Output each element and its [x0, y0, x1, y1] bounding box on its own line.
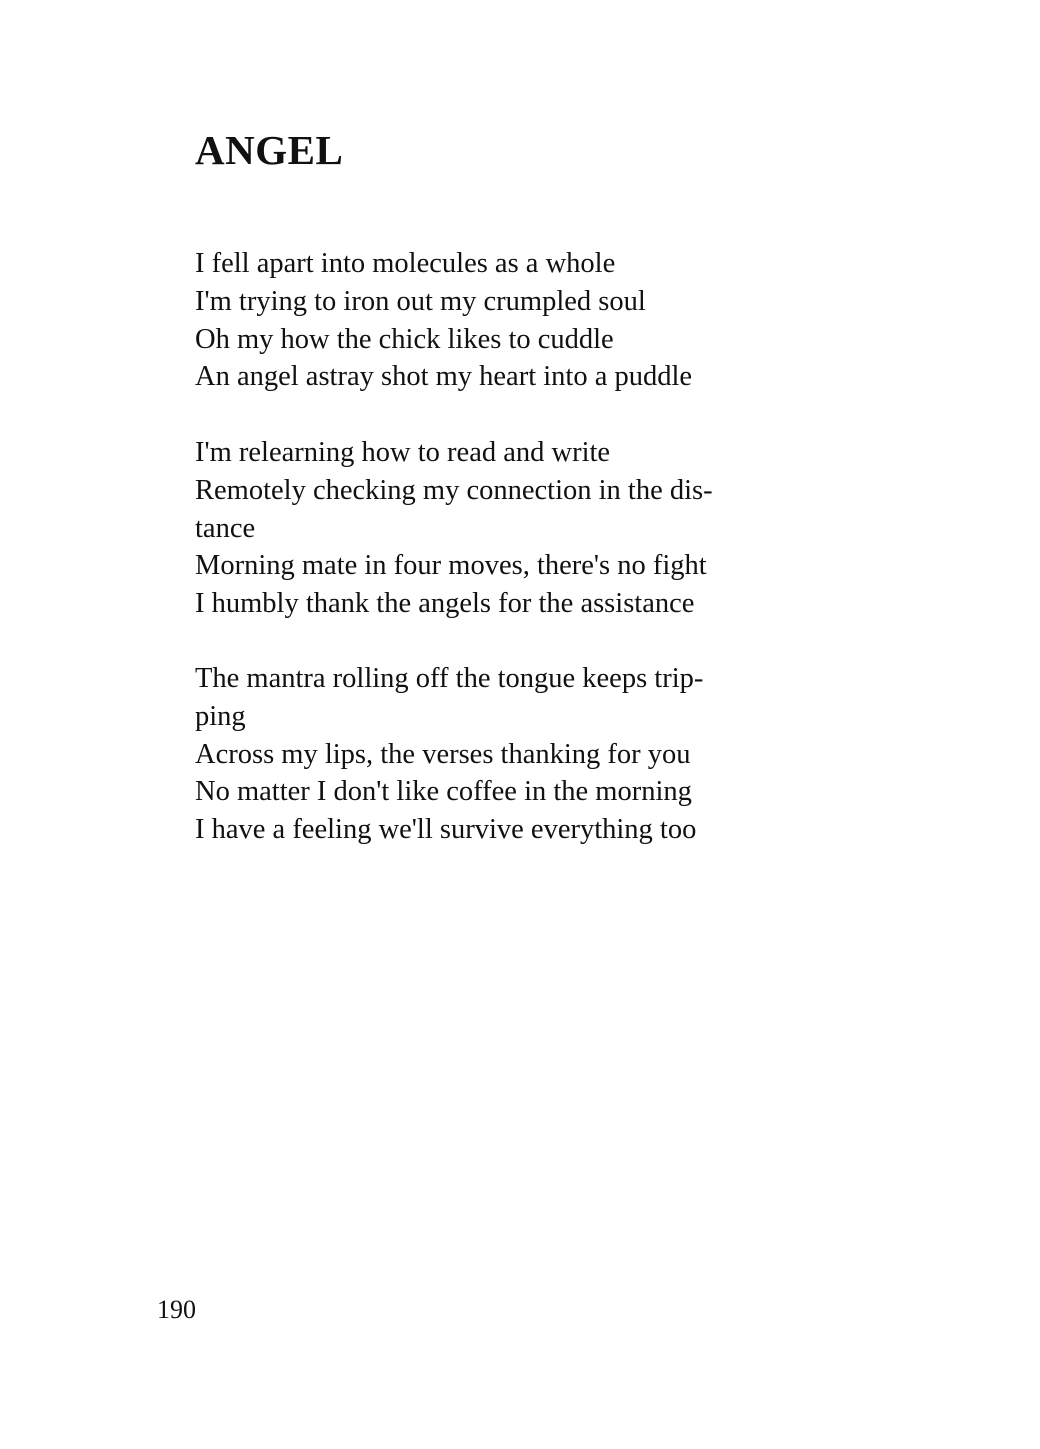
poem-line: I humbly thank the angels for the assistance [195, 588, 695, 620]
page-number: 190 [157, 1295, 196, 1324]
poem-line: tance [195, 512, 256, 544]
poem-line: No matter I don't like coffee in the morning [195, 776, 692, 808]
poem-line: ping [195, 700, 246, 732]
poem-line: I'm trying to iron out my crumpled soul [195, 285, 646, 317]
poem-line: Oh my how the chick likes to cuddle [195, 323, 614, 355]
stanza-3 [195, 660, 703, 849]
poem-line: Across my lips, the verses thanking for you [195, 738, 691, 770]
poem-line: Morning mate in four moves, there's no fight [195, 550, 707, 582]
stanza-1 [195, 245, 692, 396]
poem-title: ANGEL [195, 127, 344, 173]
poem-line: I'm relearning how to read and write [195, 437, 611, 468]
poem-line: I have a feeling we'll survive everything too [195, 814, 697, 846]
poem-line: Remotely checking my connection in the dis- [195, 474, 713, 506]
stanza-2 [195, 434, 713, 623]
poem-line: I fell apart into molecules as a whole [195, 248, 616, 279]
poem-line: An angel astray shot my heart into a puddle [195, 361, 693, 393]
poem-line: The mantra rolling off the tongue keeps trip- [195, 663, 704, 694]
